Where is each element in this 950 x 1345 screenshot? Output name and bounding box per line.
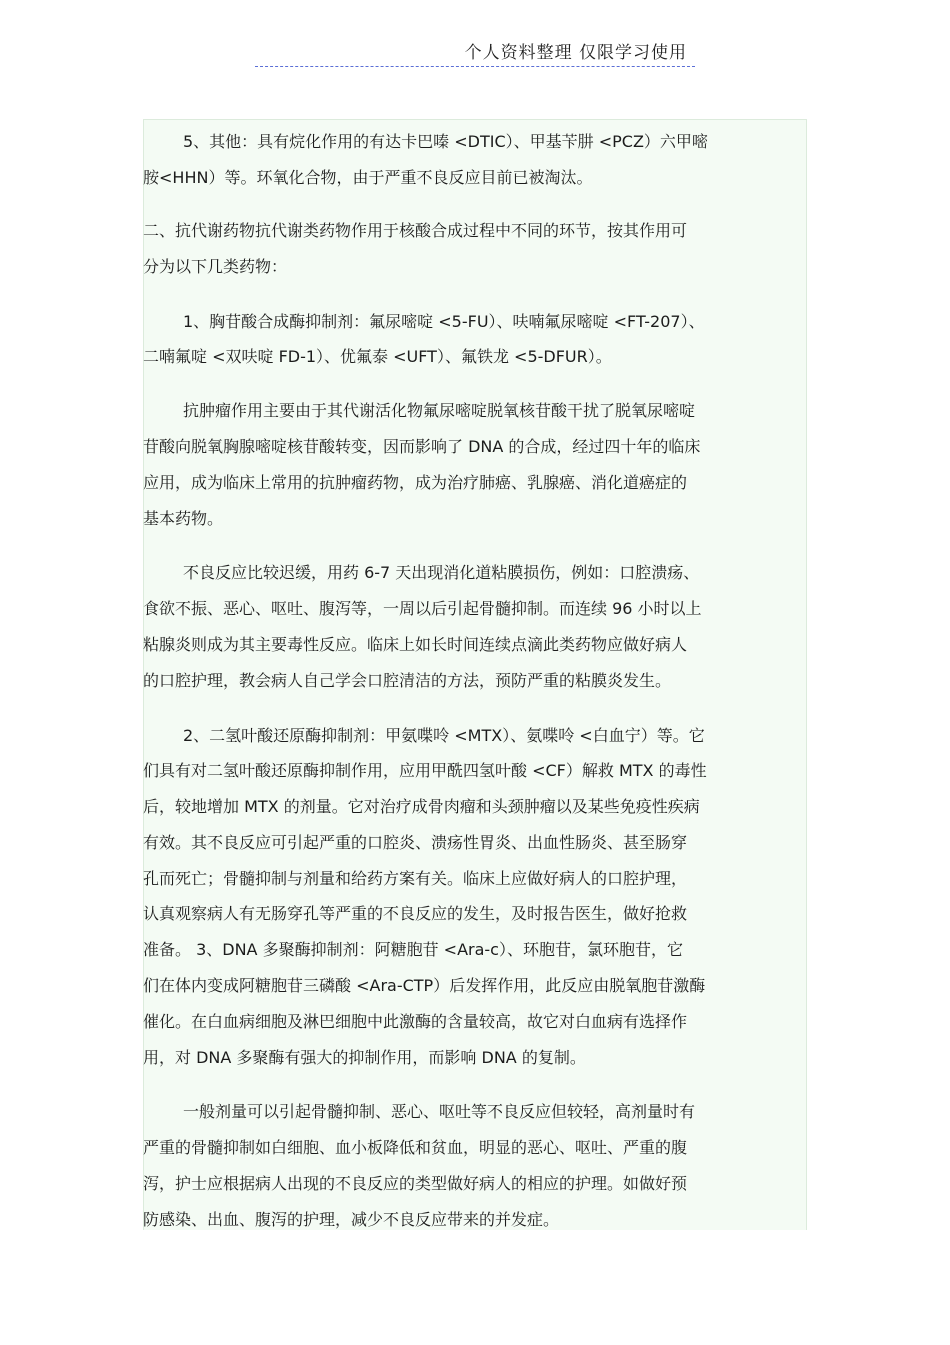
- text-line: 基本药物。: [143, 509, 224, 528]
- text-line: 一般剂量可以引起骨髓抑制、恶心、呕吐等不良反应但较轻，高剂量时有: [183, 1102, 696, 1121]
- header-title: 个人资料整理 仅限学习使用: [464, 43, 687, 63]
- text-line: 不良反应比较迟缓，用药 6-7 天出现消化道粘膜损伤，例如：口腔溃疡、: [183, 563, 700, 582]
- text-line: 粘腺炎则成为其主要毒性反应。临床上如长时间连续点滴此类药物应做好病人: [143, 635, 688, 654]
- text-line: 抗肿瘤作用主要由于其代谢活化物氟尿嘧啶脱氧核苷酸干扰了脱氧尿嘧啶: [183, 401, 696, 420]
- text-line: 的口腔护理，教会病人自己学会口腔清洁的方法，预防严重的粘膜炎发生。: [143, 671, 672, 690]
- text-line: 认真观察病人有无肠穿孔等严重的不良反应的发生，及时报告医生，做好抢救: [143, 904, 688, 923]
- text-line: 严重的骨髓抑制如白细胞、血小板降低和贫血，明显的恶心、呕吐、严重的腹: [143, 1138, 688, 1157]
- text-line: 孔而死亡；骨髓抑制与剂量和给药方案有关。临床上应做好病人的口腔护理，: [143, 869, 688, 888]
- page-header: [255, 42, 695, 67]
- text-line: 二喃氟啶 <双呋啶 FD-1）、优氟泰 <UFT）、氟铁龙 <5-DFUR）。: [143, 347, 612, 366]
- text-line: 5、其他：具有烷化作用的有达卡巴嗪 <DTIC）、甲基苄肼 <PCZ）六甲嘧: [183, 132, 708, 151]
- text-line: 有效。其不良反应可引起严重的口腔炎、溃疡性胃炎、出血性肠炎、甚至肠穿: [143, 833, 688, 852]
- text-line: 催化。在白血病细胞及淋巴细胞中此激酶的含量较高，故它对白血病有选择作: [143, 1012, 688, 1031]
- text-line: 食欲不振、恶心、呕吐、腹泻等，一周以后引起骨髓抑制。而连续 96 小时以上: [143, 599, 702, 618]
- text-line: 后，较地增加 MTX 的剂量。它对治疗成骨肉瘤和头颈肿瘤以及某些免疫性疾病: [143, 797, 700, 816]
- text-line: 二、抗代谢药物抗代谢类药物作用于核酸合成过程中不同的环节，按其作用可: [143, 221, 688, 240]
- text-line: 胺<HHN）等。环氧化合物，由于严重不良反应目前已被淘汰。: [143, 168, 593, 187]
- text-line: 用，对 DNA 多聚酶有强大的抑制作用，而影响 DNA 的复制。: [143, 1048, 586, 1067]
- text-line: 泻，护士应根据病人出现的不良反应的类型做好病人的相应的护理。如做好预: [143, 1174, 688, 1193]
- text-line: 分为以下几类药物：: [143, 257, 288, 276]
- text-line: 准备。 3、DNA 多聚酶抑制剂：阿糖胞苷 <Ara-c）、环胞苷，氯环胞苷，它: [143, 940, 683, 959]
- text-line: 1、胸苷酸合成酶抑制剂：氟尿嘧啶 <5-FU）、呋喃氟尿嘧啶 <FT-207）、: [183, 312, 705, 331]
- text-line: 们在体内变成阿糖胞苷三磷酸 <Ara-CTP）后发挥作用，此反应由脱氧胞苷激酶: [143, 976, 706, 995]
- text-line: 2、二氢叶酸还原酶抑制剂：甲氨喋呤 <MTX）、氨喋呤 <白血宁）等。它: [183, 726, 705, 745]
- text-line: 防感染、出血、腹泻的护理，减少不良反应带来的并发症。: [143, 1210, 560, 1229]
- text-line: 苷酸向脱氧胸腺嘧啶核苷酸转变，因而影响了 DNA 的合成，经过四十年的临床: [143, 437, 701, 456]
- text-line: 们具有对二氢叶酸还原酶抑制作用，应用甲酰四氢叶酸 <CF）解救 MTX 的毒性: [143, 761, 707, 780]
- text-line: 应用，成为临床上常用的抗肿瘤药物，成为治疗肺癌、乳腺癌、消化道癌症的: [143, 473, 688, 492]
